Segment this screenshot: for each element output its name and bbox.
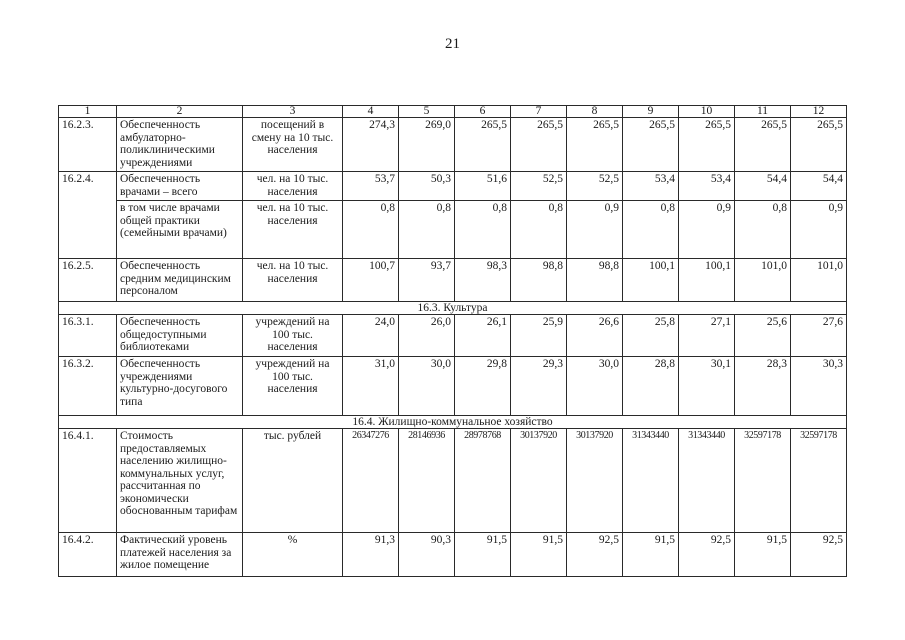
value-cell: 53,4 — [623, 172, 679, 201]
value-cell: 0,8 — [343, 201, 399, 259]
column-number: 12 — [791, 106, 847, 118]
value-cell: 25,8 — [623, 315, 679, 357]
value-cell: 91,5 — [623, 533, 679, 577]
column-number: 11 — [735, 106, 791, 118]
value-cell: 100,1 — [623, 259, 679, 302]
value-cell: 31343440 — [679, 429, 735, 533]
column-number: 2 — [117, 106, 243, 118]
value-cell: 0,9 — [791, 201, 847, 259]
value-cell: 0,9 — [567, 201, 623, 259]
value-cell: 265,5 — [567, 118, 623, 172]
value-cell: 52,5 — [567, 172, 623, 201]
table-row — [59, 315, 847, 357]
indicator-name: Обеспеченность учреждениями культурно-досугового типа — [117, 357, 243, 416]
row-number: 16.3.1. — [59, 315, 117, 357]
unit: учреждений на 100 тыс. населения — [243, 357, 343, 416]
column-number: 5 — [399, 106, 455, 118]
column-number: 7 — [511, 106, 567, 118]
table-row — [59, 201, 847, 259]
column-number: 6 — [455, 106, 511, 118]
value-cell: 52,5 — [511, 172, 567, 201]
value-cell: 53,4 — [679, 172, 735, 201]
indicators-table — [58, 105, 847, 577]
indicator-name: Обеспеченность врачами – всего — [117, 172, 243, 201]
column-number: 10 — [679, 106, 735, 118]
value-cell: 0,8 — [455, 201, 511, 259]
value-cell: 100,7 — [343, 259, 399, 302]
indicator-name: Стоимость предоставляемых населению жилищно-коммунальных услуг, рассчитанная по экономически обоснованным тарифам — [117, 429, 243, 533]
value-cell: 54,4 — [735, 172, 791, 201]
value-cell: 54,4 — [791, 172, 847, 201]
column-number: 3 — [243, 106, 343, 118]
row-number: 16.4.2. — [59, 533, 117, 577]
column-number: 4 — [343, 106, 399, 118]
unit: тыс. рублей — [243, 429, 343, 533]
value-cell: 101,0 — [791, 259, 847, 302]
value-cell: 0,8 — [511, 201, 567, 259]
section-row — [59, 416, 847, 429]
value-cell: 30137920 — [511, 429, 567, 533]
value-cell: 0,8 — [623, 201, 679, 259]
value-cell: 31,0 — [343, 357, 399, 416]
value-cell: 29,8 — [455, 357, 511, 416]
value-cell: 27,6 — [791, 315, 847, 357]
value-cell: 92,5 — [791, 533, 847, 577]
value-cell: 92,5 — [567, 533, 623, 577]
value-cell: 98,8 — [511, 259, 567, 302]
value-cell: 93,7 — [399, 259, 455, 302]
value-cell: 91,5 — [455, 533, 511, 577]
section-row — [59, 302, 847, 315]
section-title-culture: 16.3. Культура — [59, 302, 847, 315]
indicator-name: в том числе врачами общей практики (семейными врачами) — [117, 201, 243, 259]
value-cell: 265,5 — [679, 118, 735, 172]
row-number: 16.2.5. — [59, 259, 117, 302]
value-cell: 269,0 — [399, 118, 455, 172]
table-row — [59, 259, 847, 302]
indicator-name: Обеспеченность амбулаторно-поликлиническими учреждениями — [117, 118, 243, 172]
indicator-name: Обеспеченность средним медицинским персоналом — [117, 259, 243, 302]
value-cell: 28146936 — [399, 429, 455, 533]
value-cell: 265,5 — [791, 118, 847, 172]
value-cell: 26,0 — [399, 315, 455, 357]
page-number: 21 — [445, 36, 460, 52]
value-cell: 90,3 — [399, 533, 455, 577]
unit: % — [243, 533, 343, 577]
row-number: 16.4.1. — [59, 429, 117, 533]
value-cell: 28,8 — [623, 357, 679, 416]
value-cell: 32597178 — [735, 429, 791, 533]
row-number: 16.2.3. — [59, 118, 117, 172]
unit: чел. на 10 тыс. населения — [243, 259, 343, 302]
value-cell: 24,0 — [343, 315, 399, 357]
value-cell: 26347276 — [343, 429, 399, 533]
column-number: 1 — [59, 106, 117, 118]
value-cell: 265,5 — [735, 118, 791, 172]
table-row — [59, 172, 847, 201]
value-cell: 0,8 — [399, 201, 455, 259]
table-header-row — [59, 106, 847, 118]
value-cell: 25,6 — [735, 315, 791, 357]
value-cell: 0,8 — [735, 201, 791, 259]
column-number: 9 — [623, 106, 679, 118]
row-number: 16.2.4. — [59, 172, 117, 259]
value-cell: 28978768 — [455, 429, 511, 533]
value-cell: 31343440 — [623, 429, 679, 533]
value-cell: 27,1 — [679, 315, 735, 357]
value-cell: 29,3 — [511, 357, 567, 416]
unit: чел. на 10 тыс. населения — [243, 201, 343, 259]
value-cell: 265,5 — [455, 118, 511, 172]
table-row — [59, 118, 847, 172]
value-cell: 98,8 — [567, 259, 623, 302]
value-cell: 265,5 — [511, 118, 567, 172]
indicator-name: Обеспеченность общедоступными библиотеками — [117, 315, 243, 357]
value-cell: 26,6 — [567, 315, 623, 357]
table-row — [59, 429, 847, 533]
value-cell: 91,5 — [735, 533, 791, 577]
unit: посещений в смену на 10 тыс. населения — [243, 118, 343, 172]
table-row — [59, 533, 847, 577]
value-cell: 26,1 — [455, 315, 511, 357]
value-cell: 53,7 — [343, 172, 399, 201]
value-cell: 92,5 — [679, 533, 735, 577]
value-cell: 30137920 — [567, 429, 623, 533]
value-cell: 0,9 — [679, 201, 735, 259]
section-title-housing: 16.4. Жилищно-коммунальное хозяйство — [59, 416, 847, 429]
column-number: 8 — [567, 106, 623, 118]
value-cell: 50,3 — [399, 172, 455, 201]
value-cell: 51,6 — [455, 172, 511, 201]
value-cell: 28,3 — [735, 357, 791, 416]
value-cell: 91,3 — [343, 533, 399, 577]
value-cell: 274,3 — [343, 118, 399, 172]
value-cell: 91,5 — [511, 533, 567, 577]
row-number: 16.3.2. — [59, 357, 117, 416]
unit: учреждений на 100 тыс. населения — [243, 315, 343, 357]
value-cell: 100,1 — [679, 259, 735, 302]
table-row — [59, 357, 847, 416]
value-cell: 30,0 — [399, 357, 455, 416]
value-cell: 101,0 — [735, 259, 791, 302]
value-cell: 265,5 — [623, 118, 679, 172]
value-cell: 32597178 — [791, 429, 847, 533]
value-cell: 98,3 — [455, 259, 511, 302]
value-cell: 30,3 — [791, 357, 847, 416]
indicator-name: Фактический уровень платежей населения за жилое помещение — [117, 533, 243, 577]
value-cell: 30,0 — [567, 357, 623, 416]
value-cell: 30,1 — [679, 357, 735, 416]
unit: чел. на 10 тыс. населения — [243, 172, 343, 201]
value-cell: 25,9 — [511, 315, 567, 357]
